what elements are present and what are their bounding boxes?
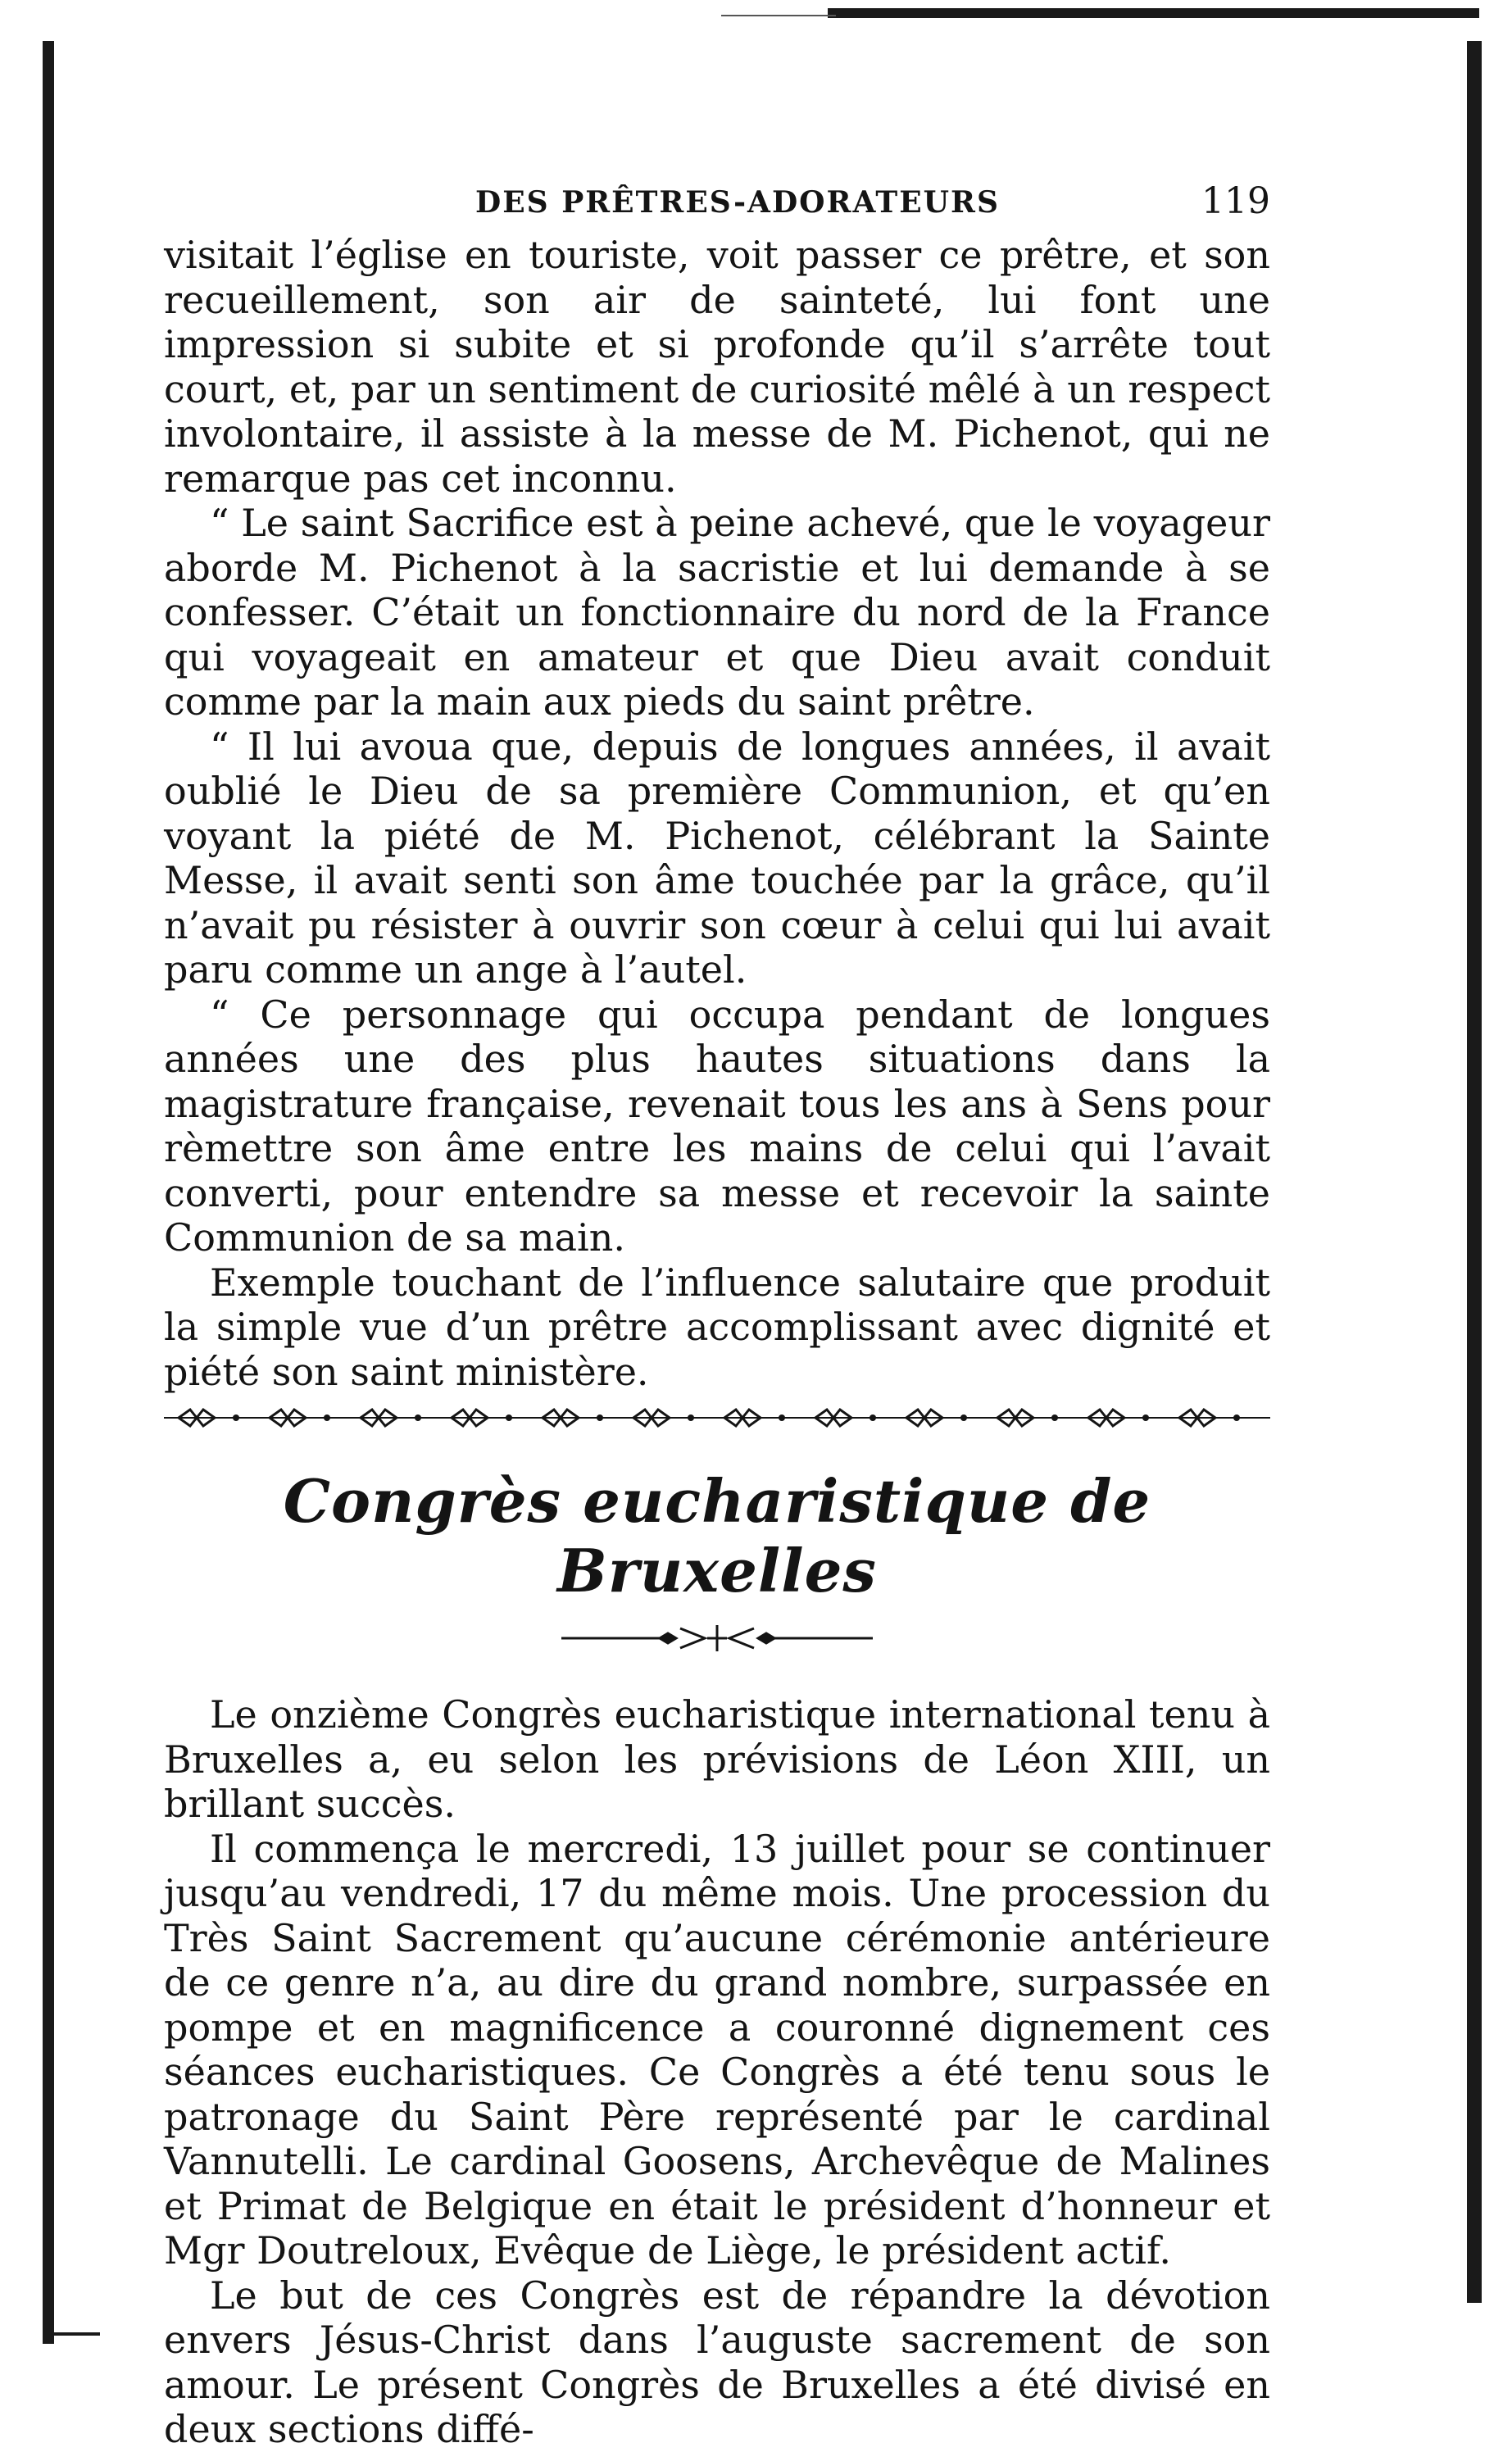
section-title: Congrès eucharistique de Bruxelles xyxy=(283,1466,1151,1605)
paragraph: “ Le saint Sacrifice est à peine achevé, que le voyageur aborde M. Pichenot à la sacristie et lui demande à se confesser. C’était un fonctionnaire du nord de la France qui voyageait en amateur et que Dieu avait conduit comme par la main aux pieds du saint prêtre. xyxy=(164,501,1270,724)
body-text-top xyxy=(164,233,1270,1394)
paragraph: Exemple touchant de l’influence salutaire que produit la simple vue d’un prêtre accomplissant avec dignité et piété son saint ministère. xyxy=(164,1260,1270,1394)
body-text-bottom xyxy=(164,1692,1270,2452)
paragraph: “ Ce personnage qui occupa pendant de longues années une des plus hautes situations dans la magistrature française, revenait tous les ans à Sens pour rèmettre son âme entre les mains de celui qui l’avait converti, pour entendre sa messe et recevoir la sainte Communion de sa main. xyxy=(164,992,1270,1260)
running-header xyxy=(164,180,1270,221)
running-title: DES PRÊTRES-ADORATEURS xyxy=(475,185,1000,220)
scan-edge-right xyxy=(1467,41,1482,2303)
paragraph: Il commença le mercredi, 13 juillet pour se continuer jusqu’au vendredi, 17 du même mois. Une procession du Très Saint Sacrement qu’aucune cérémonie antérieure de ce genre n’a, au dire du grand nombre, surpassée en pompe et en magnificence a couronné dignement ces séances eucharistiques. Ce Congrès a été tenu sous le patronage du Saint Père représenté par le cardinal Vannutelli. Le cardinal Goosens, Archevêque de Malines et Primat de Belgique en était le président d’honneur et Mgr Doutreloux, Evêque de Liège, le président actif. xyxy=(164,1826,1270,2273)
scan-edge-left-foot xyxy=(43,2332,100,2336)
scan-edge-top xyxy=(828,8,1479,18)
book-page xyxy=(164,180,1270,2452)
page-number: 119 xyxy=(1201,180,1270,222)
ornament-band-icon xyxy=(164,1405,1270,1430)
ornamental-divider xyxy=(164,1405,1270,1430)
title-flourish-icon xyxy=(164,1614,1270,1663)
paragraph: visitait l’église en touriste, voit passer ce prêtre, et son recueillement, son air de sainteté, lui font une impression si subite et si profonde qu’il s’arrête tout court, et, par un sentiment de curiosité mêlé à un respect involontaire, il assiste à la messe de M. Pichenot, qui ne remarque pas cet inconnu. xyxy=(164,233,1270,501)
paragraph: “ Il lui avoua que, depuis de longues années, il avait oublié le Dieu de sa première Communion, et qu’en voyant la piété de M. Pichenot, célébrant la Sainte Messe, il avait senti son âme touchée par la grâce, qu’il n’avait pu résister à ouvrir son cœur à celui qui lui avait paru comme un ange à l’autel. xyxy=(164,724,1270,992)
scan-edge-left xyxy=(43,41,54,2344)
paragraph: Le onzième Congrès eucharistique international tenu à Bruxelles a, eu selon les prévisions de Léon XIII, un brillant succès. xyxy=(164,1692,1270,1826)
scan-edge-top-thin xyxy=(721,15,836,16)
paragraph: Le but de ces Congrès est de répandre la dévotion envers Jésus-Christ dans l’auguste sacrement de son amour. Le présent Congrès de Bruxelles a été divisé en deux sections diffé- xyxy=(164,2273,1270,2451)
